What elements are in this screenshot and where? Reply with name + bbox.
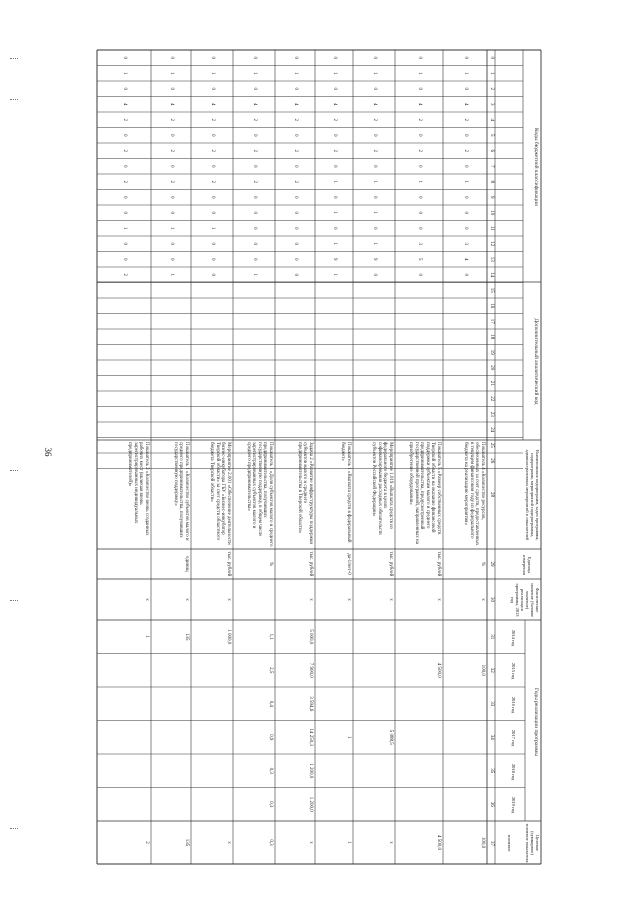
column-number: 1 [489,72,494,75]
column-number: 0 [489,56,494,59]
row-year-value: 3 594,6 [308,696,313,712]
row-year-value: 1,1 [268,633,273,640]
code-digit: 4 [293,103,298,106]
row-unit: да-1/нет-0 [346,553,351,575]
header-unit: Единица измерения [522,554,532,576]
row-year-value: 0,9 [268,734,273,741]
row-target-value: 0,3 [268,839,273,846]
code-digit: 1 [169,273,174,276]
row-year-value [397,689,441,719]
row-year-value [317,756,351,786]
row-year-value: 0,3 [268,801,273,808]
header-year-2018: 2018 год [511,763,516,781]
code-digit: 0 [210,258,215,261]
code-digit: 4 [417,103,422,106]
row-description: Мероприятие 1.019 «Выплата средств из федерального бюджета в целях софинансирования расходных обязательств субъектов Российской Федерации» [371,442,393,535]
code-digit: 4 [210,103,215,106]
code-digit: 0 [293,258,298,261]
row-description: Показатель 4 «Количество ресурсов, обеспеченных за счет средств, предоставленных в текущем финансовом году из федерального бюджета на реализацию мероприятия» [463,442,485,546]
code-digit: 0 [122,211,127,214]
column-number: 37 [489,841,494,846]
code-digit: 5 [417,258,422,261]
column-number: 16 [489,303,494,309]
code-digit: 0 [372,196,377,199]
code-digit: 0 [169,211,174,214]
row-year-value [445,622,485,652]
code-digit: 1 [169,227,174,230]
row-fact-value: х [184,598,189,601]
code-digit: 0 [372,134,377,137]
row-fact-value: х [144,598,149,601]
row-year-value: 1 [346,736,351,739]
page-number: 36 [43,447,53,457]
code-digit: 0 [252,87,257,90]
row-unit: тыс. рублей [436,551,441,577]
code-digit: 0 [122,56,127,59]
row-year-value [193,790,231,820]
code-digit: 0 [252,134,257,137]
code-digit: 2 [169,180,174,183]
code-digit: 0 [463,56,468,59]
code-digit: 0 [122,196,127,199]
code-digit: 2 [252,149,257,152]
code-digit: 4 [332,103,337,106]
code-digit: 0 [417,165,422,168]
code-digit: 0 [332,165,337,168]
code-digit: 0 [252,196,257,199]
header-year-2015: 2015 год [511,662,516,680]
column-number: 25 [489,442,494,448]
row-year-value [99,656,149,686]
code-digit: 2 [463,118,468,121]
row-year-value: 2,5 [268,667,273,674]
header-year-2019: 2019 год [511,796,516,814]
row-year-value [99,723,149,753]
code-digit: 2 [122,118,127,121]
column-number: 18 [489,334,494,340]
code-digit: 0 [372,87,377,90]
code-digit: 2 [122,273,127,276]
code-digit: 0 [372,165,377,168]
column-number: 11 [489,225,494,231]
code-digit: 2 [372,118,377,121]
row-year-value [355,656,393,686]
code-digit: 0 [417,56,422,59]
column-number: 29 [489,561,494,567]
code-digit: 0 [169,165,174,168]
row-year-value [99,689,149,719]
row-target-value: х [226,841,231,844]
code-digit: 1 [463,180,468,183]
row-unit: % [268,561,273,567]
row-unit [99,551,149,577]
code-digit: 0 [293,242,298,245]
column-number: 31 [489,634,494,640]
code-digit: 0 [463,211,468,214]
row-year-value [193,756,231,786]
code-digit: 0 [417,211,422,214]
code-digit: 2 [332,118,337,121]
row-target-value: 4 500,0 [436,835,441,850]
row-year-value [193,656,231,686]
column-number: 19 [489,349,494,355]
code-digit: 2 [463,149,468,152]
code-digit: 4 [463,258,468,261]
code-digit: 2 [293,118,298,121]
code-digit: 0 [417,273,422,276]
row-fact-value: х [346,598,351,601]
column-number: 24 [489,427,494,433]
scan-mark [10,600,18,601]
code-digit: 1 [332,180,337,183]
code-digit: 0 [332,56,337,59]
code-digit: 0 [417,196,422,199]
code-digit: 0 [210,165,215,168]
code-digit: 0 [417,227,422,230]
header-target-value: Целевое (суммарное) значение показателя [525,823,540,863]
header-years-group: Годы реализации программы [533,688,539,756]
code-digit: 0 [210,196,215,199]
code-digit: 0 [293,87,298,90]
code-digit: 0 [210,211,215,214]
code-digit: 2 [169,149,174,152]
code-digit: 0 [417,134,422,137]
column-number: 2 [489,87,494,90]
column-number: 32 [489,667,494,673]
code-digit: 0 [372,56,377,59]
code-digit: 0 [169,87,174,90]
column-number: 13 [489,256,494,262]
column-number: 30 [489,597,494,602]
code-digit: 2 [122,149,127,152]
column-number: 17 [489,318,494,324]
code-digit: 1 [252,273,257,276]
header-year-2014: 2014 год [511,629,516,647]
scan-mark [10,828,18,829]
code-digit: 0 [463,273,468,276]
header-value-sub: значение [507,834,512,852]
row-year-value [193,689,231,719]
code-digit: 0 [252,165,257,168]
row-year-value: 1 000,0 [226,629,231,645]
code-digit: 1 [122,227,127,230]
code-digit: 0 [293,56,298,59]
code-digit: 1 [122,72,127,75]
header-year-2017: 2017 год [511,729,516,747]
code-digit: 3 [417,242,422,245]
code-digit: 0 [122,242,127,245]
code-digit: 0 [169,56,174,59]
column-number: 3 [489,103,494,106]
row-year-value [193,723,231,753]
row-unit: тыс. рублей [388,551,393,577]
code-digit: 0 [293,134,298,137]
code-digit: 0 [122,165,127,168]
code-digit: 0 [417,87,422,90]
code-digit: 0 [372,273,377,276]
row-unit: тыс. рублей [308,551,313,577]
row-fact-value: х [388,598,393,601]
row-fact-value: х [308,598,313,601]
code-digit: 0 [252,211,257,214]
column-number: 9 [489,196,494,199]
code-digit: 0 [169,242,174,245]
column-number: 14 [489,272,494,278]
code-digit: 1 [332,72,337,75]
row-year-value: 7 900,0 [308,662,313,678]
row-target-value: 2 [144,841,149,844]
code-digit: 2 [122,180,127,183]
column-number: 7 [489,165,494,168]
code-digit: 0 [293,196,298,199]
code-digit: 0 [332,87,337,90]
row-year-value [445,790,485,820]
row-year-value: 0,3 [268,767,273,774]
row-year-value [99,756,149,786]
code-digit: 0 [293,165,298,168]
code-digit: 4 [169,103,174,106]
code-digit: 1 [372,72,377,75]
code-digit: 1 [372,242,377,245]
row-year-value: 14 250,3 [308,728,313,746]
row-year-value [397,790,441,820]
code-digit: 3 [463,242,468,245]
row-target-value: х [308,841,313,844]
row-year-value [99,790,149,820]
row-fact-value [235,581,273,618]
code-digit: 4 [372,103,377,106]
code-digit: 0 [463,196,468,199]
row-description: Задача 2 «Развитие инфраструктуры поддержки субъектов малого и среднего предпринимательства в Тверской области» [297,442,313,545]
code-digit: 1 [463,72,468,75]
column-number: 12 [489,241,494,247]
row-target-value: х [388,841,393,844]
code-digit: 0 [463,165,468,168]
column-number: 5 [489,134,494,137]
code-digit: 0 [210,242,215,245]
row-year-value: 1 [144,635,149,638]
code-digit: 2 [169,118,174,121]
code-digit: 2 [372,149,377,152]
row-unit: единиц [184,556,189,572]
code-digit: 1 [252,72,257,75]
row-description: Показатель 1 «Выплата средств в федеральный бюджет» [340,442,351,543]
code-digit: 2 [252,118,257,121]
code-digit: 2 [210,149,215,152]
row-year-value [397,723,441,753]
row-description: Показатель 1 «Доля субъектов малого и среднего предпринимательства, получивших государственную поддержку, в общем числе зарегистрированных субъектов малого и среднего предпринимательства» [246,442,273,547]
row-description: Показатель 2 «Количество вновь созданных рабочих мест (включая вновь зарегистрированных индивидуальных предпринимателей)» [127,442,149,536]
row-year-value [153,689,189,719]
row-year-value: 5 088,5 [388,729,393,745]
code-digit: 1 [293,72,298,75]
row-year-value: 5 000,0 [308,629,313,645]
header-year-2016: 2016 год [511,696,516,714]
code-digit: 2 [293,180,298,183]
row-year-value [317,622,351,652]
scan-mark [10,99,18,100]
row-year-value: 0,4 [268,700,273,707]
table-sheet [95,48,543,866]
code-digit: 0 [210,56,215,59]
code-digit: 9 [332,258,337,261]
row-year-value [317,656,351,686]
column-number: 6 [489,149,494,152]
code-digit: 0 [169,134,174,137]
row-year-value [355,756,393,786]
code-digit: 9 [372,258,377,261]
code-digit: 0 [122,258,127,261]
code-digit: 2 [417,118,422,121]
code-digit: 0 [252,56,257,59]
code-digit: 4 [463,103,468,106]
row-fact-value: х [226,598,231,601]
code-digit: 2 [252,180,257,183]
code-digit: 0 [252,242,257,245]
code-digit: 0 [372,227,377,230]
code-digit: 4 [252,103,257,106]
code-digit: 2 [210,180,215,183]
code-digit: 0 [210,134,215,137]
row-target-value: 135 [184,838,189,847]
row-year-value [397,756,441,786]
code-digit: 0 [332,227,337,230]
code-digit: 1 [210,227,215,230]
row-description: Показатель 1 «Количество субъектов малого и среднего предпринимательства, получивших государственную поддержку» [173,442,189,541]
scan-mark [10,58,18,59]
code-digit: 0 [463,87,468,90]
row-target-value: 100,0 [480,836,485,849]
code-digit: 1 [332,211,337,214]
row-year-value [445,723,485,753]
row-year-value [153,723,189,753]
row-year-value [355,689,393,719]
column-number: 33 [489,701,494,707]
column-number: 8 [489,180,494,183]
code-digit: 0 [332,134,337,137]
code-digit: 2 [332,149,337,152]
code-digit: 0 [122,87,127,90]
code-digit: 2 [417,149,422,152]
code-digit: 0 [463,134,468,137]
code-digit: 0 [252,258,257,261]
row-year-value [355,622,393,652]
column-number: 23 [489,411,494,417]
row-unit: тыс. рублей [226,551,231,577]
column-number: 26 [489,458,494,464]
row-unit: % [480,561,485,567]
row-year-value [317,790,351,820]
code-digit: 2 [210,118,215,121]
code-digit: 1 [210,72,215,75]
code-digit: 4 [122,103,127,106]
header-fact-value: Фактическое значение (базовое значение) реализации программы, 2013 год [510,582,540,618]
row-description: Мероприятие 2.001 «Обеспечение деятельности бизнес-инкубатора ГБУ «Бизнес-инкубатор Тверской области» за счет средств областного бюджета Тверской области» [209,442,231,545]
code-digit: 0 [293,227,298,230]
column-number: 4 [489,118,494,121]
header-budget-classification: Коды бюджетной классификации [533,128,539,206]
column-number: 21 [489,380,494,386]
row-year-value: 100,0 [480,664,485,676]
row-description: Показатель 5 «Размер собственных средств Тверской области на оказание финансовой поддержки субъектам малого и среднего предпринимательства, предусмотренный государственной программой, направленных на приобретение оборудования» [408,442,441,544]
row-year-value [355,790,393,820]
column-number: 15 [489,287,494,293]
code-digit: 0 [210,87,215,90]
code-digit: 0 [293,211,298,214]
column-number: 10 [489,210,494,216]
code-digit: 1 [332,242,337,245]
row-fact-value: х [480,598,485,601]
code-digit: 0 [169,196,174,199]
row-year-value [445,689,485,719]
row-year-value [153,656,189,686]
code-digit: 0 [252,227,257,230]
code-digit: 1 [417,72,422,75]
header-additional-code: Дополнительный аналитический код [533,318,539,405]
code-digit: 0 [293,273,298,276]
code-digit: 1 [169,72,174,75]
code-digit: 1 [372,211,377,214]
column-number: 36 [489,801,494,807]
code-digit: 1 [417,180,422,183]
code-digit: 2 [293,149,298,152]
row-target-value: 1 [346,841,351,844]
scan-mark [10,470,18,471]
code-digit: 0 [210,273,215,276]
row-year-value [445,756,485,786]
row-year-value [317,689,351,719]
code-digit: 1 [372,180,377,183]
code-digit: 0 [169,258,174,261]
column-number: 20 [489,365,494,371]
row-year-value [153,790,189,820]
column-number: 28 [489,492,494,497]
rotated-table [95,48,543,866]
row-year-value [153,756,189,786]
code-digit: 0 [463,227,468,230]
code-digit: 0 [122,134,127,137]
row-fact-value: х [436,598,441,601]
row-year-value: 4 500,0 [436,662,441,678]
row-year-value [397,622,441,652]
row-year-value: 1 200,0 [308,763,313,779]
row-year-value: 135 [184,633,189,641]
column-number: 22 [489,396,494,402]
code-digit: 0 [332,196,337,199]
column-number: 35 [489,768,494,774]
header-goals-column: Наименования подпрограмм, задач программы, подпрограмм, мероприятий подпрограммы, административных мероприятий и показателей [525,449,540,541]
row-year-value: 1 200,0 [308,796,313,812]
column-number: 34 [489,734,494,740]
code-digit: 1 [332,273,337,276]
